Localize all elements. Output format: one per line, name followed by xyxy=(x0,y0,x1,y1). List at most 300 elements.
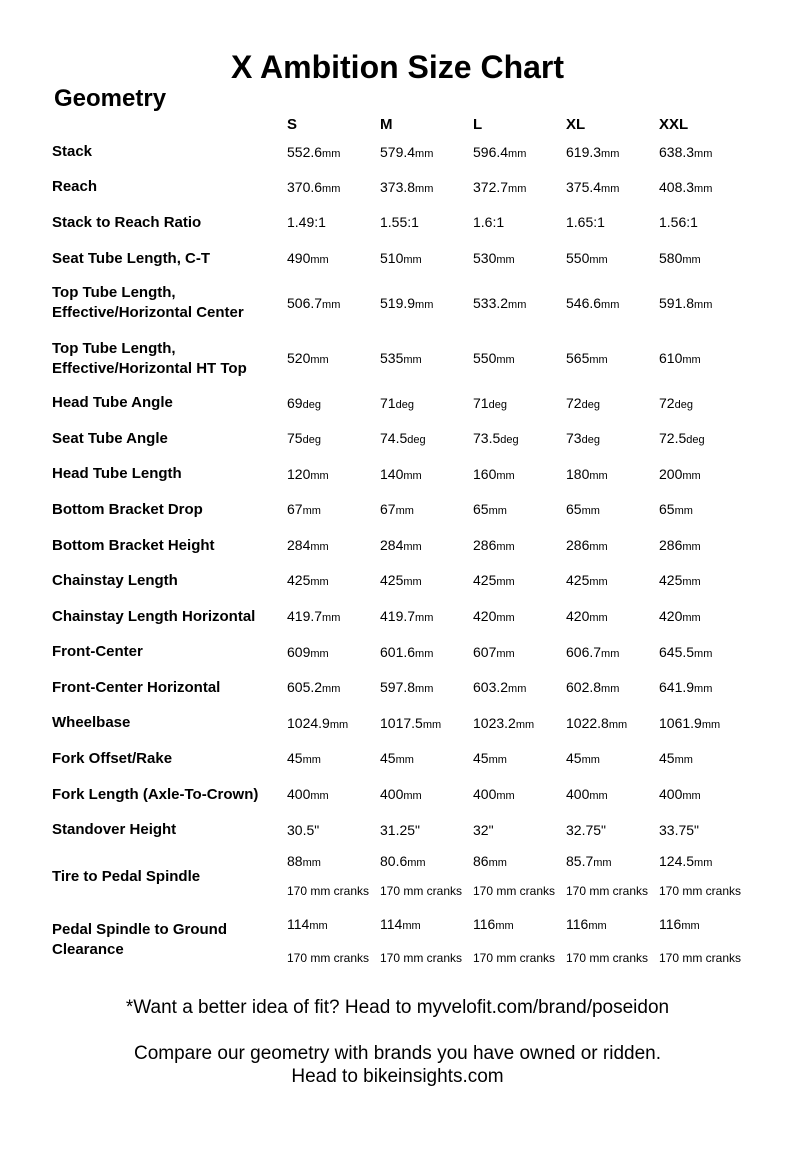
value-number: 284 xyxy=(380,537,404,553)
value-cell xyxy=(473,294,526,314)
value-number: 607 xyxy=(473,644,497,660)
value-unit: mm xyxy=(694,648,713,660)
value-number: 519.9 xyxy=(380,295,416,311)
value-number: 71 xyxy=(473,395,489,411)
value-unit: mm xyxy=(415,148,434,160)
value-cell xyxy=(473,500,507,520)
value-cell xyxy=(473,678,526,698)
value-cell xyxy=(659,536,701,556)
value-cell xyxy=(659,465,701,485)
value-unit: mm xyxy=(682,470,701,482)
value-unit: mm xyxy=(310,354,329,366)
value-number: 65 xyxy=(473,501,489,517)
value-unit: mm xyxy=(694,683,713,695)
value-cell xyxy=(659,500,693,520)
value-unit: mm xyxy=(415,648,434,660)
compare-line-2: Head to bikeinsights.com xyxy=(291,1066,504,1087)
value-unit: mm xyxy=(682,576,701,588)
value-unit: mm xyxy=(395,505,414,517)
crank-note: 170 mm cranks xyxy=(380,884,463,898)
value-cell xyxy=(380,500,414,520)
value-cell xyxy=(566,852,612,872)
value-cell xyxy=(473,213,504,233)
value-unit: mm xyxy=(496,354,515,366)
value-number: 506.7 xyxy=(287,295,323,311)
value-number: 641.9 xyxy=(659,679,695,695)
value-number: 284 xyxy=(287,537,311,553)
value-unit: mm xyxy=(496,254,515,266)
value-number: 69 xyxy=(287,395,303,411)
row-label: Stack xyxy=(52,143,93,160)
value-number: 88 xyxy=(287,853,303,869)
value-unit: mm xyxy=(601,183,620,195)
value-unit: mm xyxy=(674,754,693,766)
value-number: 550 xyxy=(566,250,590,266)
value-number: 67 xyxy=(380,501,396,517)
value-number: 73 xyxy=(566,430,582,446)
value-cell xyxy=(566,429,600,449)
value-cell xyxy=(380,571,422,591)
value-cell xyxy=(380,294,433,314)
value-unit: mm xyxy=(496,470,515,482)
value-unit: deg xyxy=(686,434,705,446)
value-number: 45 xyxy=(473,750,489,766)
value-cell xyxy=(287,915,328,935)
row-label: Front-Center xyxy=(52,643,143,660)
value-number: 30.5" xyxy=(287,822,320,838)
value-number: 73.5 xyxy=(473,430,501,446)
value-number: 373.8 xyxy=(380,179,416,195)
value-unit: mm xyxy=(403,254,422,266)
value-cell xyxy=(380,821,420,841)
row-label: Seat Tube Angle xyxy=(52,430,168,447)
value-cell xyxy=(380,429,426,449)
value-cell xyxy=(287,821,319,841)
value-unit: mm xyxy=(302,505,321,517)
value-number: 580 xyxy=(659,250,683,266)
value-number: 120 xyxy=(287,466,311,482)
size-header-l: L xyxy=(473,116,483,133)
row-label: Chainstay Length xyxy=(52,572,178,589)
value-number: 286 xyxy=(659,537,683,553)
value-unit: mm xyxy=(496,790,515,802)
crank-note: 170 mm cranks xyxy=(287,884,370,898)
value-unit: mm xyxy=(310,790,329,802)
value-number: 80.6 xyxy=(380,853,408,869)
value-cell xyxy=(380,785,422,805)
value-unit: mm xyxy=(403,470,422,482)
crank-note: 170 mm cranks xyxy=(566,951,649,965)
value-unit: mm xyxy=(694,183,713,195)
value-unit: mm xyxy=(508,148,527,160)
value-cell xyxy=(287,643,329,663)
value-cell xyxy=(287,571,329,591)
value-unit: mm xyxy=(495,920,514,932)
value-unit: mm xyxy=(322,299,341,311)
value-number: 1.6:1 xyxy=(473,214,505,230)
value-number: 72 xyxy=(566,395,582,411)
value-cell xyxy=(659,678,712,698)
value-unit: mm xyxy=(601,648,620,660)
value-unit: mm xyxy=(682,790,701,802)
value-unit: deg xyxy=(488,399,507,411)
crank-note: 170 mm cranks xyxy=(659,951,742,965)
value-number: 601.6 xyxy=(380,644,416,660)
value-number: 591.8 xyxy=(659,295,695,311)
value-cell xyxy=(566,643,619,663)
value-number: 372.7 xyxy=(473,179,509,195)
value-cell xyxy=(287,394,321,414)
value-unit: mm xyxy=(403,576,422,588)
row-label: Pedal Spindle to Ground Clearance xyxy=(52,921,228,958)
value-cell xyxy=(566,294,619,314)
value-number: 1.65:1 xyxy=(566,214,605,230)
value-cell xyxy=(659,249,701,269)
value-unit: mm xyxy=(310,254,329,266)
value-unit: mm xyxy=(302,857,321,869)
value-number: 420 xyxy=(566,608,590,624)
value-number: 74.5 xyxy=(380,430,408,446)
value-unit: mm xyxy=(403,790,422,802)
row-label: Front-Center Horizontal xyxy=(52,679,221,696)
value-cell xyxy=(287,852,321,872)
crank-note: 170 mm cranks xyxy=(380,951,463,965)
row-label: Top Tube Length, Effective/Horizontal HT Top xyxy=(52,340,247,377)
value-number: 400 xyxy=(566,786,590,802)
value-cell xyxy=(659,294,712,314)
value-number: 1.55:1 xyxy=(380,214,419,230)
value-cell xyxy=(287,536,329,556)
value-unit: mm xyxy=(415,612,434,624)
value-unit: mm xyxy=(589,470,608,482)
value-cell xyxy=(566,821,606,841)
value-number: 85.7 xyxy=(566,853,594,869)
value-cell xyxy=(380,249,422,269)
value-unit: mm xyxy=(682,541,701,553)
value-cell xyxy=(659,213,698,233)
value-number: 114 xyxy=(380,916,403,932)
value-number: 200 xyxy=(659,466,683,482)
value-cell xyxy=(659,178,712,198)
value-unit: mm xyxy=(682,612,701,624)
value-cell xyxy=(380,178,433,198)
value-unit: mm xyxy=(589,354,608,366)
value-unit: mm xyxy=(508,183,527,195)
value-unit: mm xyxy=(415,683,434,695)
value-number: 116 xyxy=(473,916,496,932)
value-number: 597.8 xyxy=(380,679,416,695)
value-number: 1017.5 xyxy=(380,715,423,731)
value-number: 605.2 xyxy=(287,679,323,695)
value-number: 520 xyxy=(287,350,311,366)
value-unit: mm xyxy=(694,148,713,160)
value-cell xyxy=(380,213,419,233)
value-cell xyxy=(380,915,421,935)
crank-note: 170 mm cranks xyxy=(473,951,556,965)
value-cell xyxy=(380,143,433,163)
value-number: 533.2 xyxy=(473,295,509,311)
value-number: 645.5 xyxy=(659,644,695,660)
value-unit: deg xyxy=(581,434,600,446)
value-number: 33.75" xyxy=(659,822,700,838)
value-cell xyxy=(473,571,515,591)
crank-note: 170 mm cranks xyxy=(473,884,556,898)
value-cell xyxy=(473,143,526,163)
value-unit: mm xyxy=(395,754,414,766)
value-cell xyxy=(287,249,329,269)
value-unit: mm xyxy=(508,299,527,311)
row-label: Reach xyxy=(52,178,98,195)
value-unit: mm xyxy=(601,148,620,160)
value-unit: mm xyxy=(496,648,515,660)
value-cell xyxy=(566,714,627,734)
value-number: 400 xyxy=(287,786,311,802)
value-unit: deg xyxy=(395,399,414,411)
value-number: 31.25" xyxy=(380,822,421,838)
value-number: 425 xyxy=(380,572,404,588)
value-number: 552.6 xyxy=(287,144,323,160)
value-cell xyxy=(659,571,701,591)
value-unit: mm xyxy=(310,576,329,588)
value-number: 602.8 xyxy=(566,679,602,695)
value-cell xyxy=(566,394,600,414)
value-unit: mm xyxy=(601,683,620,695)
value-number: 71 xyxy=(380,395,396,411)
value-cell xyxy=(659,607,701,627)
value-cell xyxy=(287,349,329,369)
value-cell xyxy=(566,249,608,269)
value-number: 425 xyxy=(566,572,590,588)
value-cell xyxy=(473,643,515,663)
value-number: 1024.9 xyxy=(287,715,330,731)
value-number: 370.6 xyxy=(287,179,323,195)
value-unit: mm xyxy=(508,683,527,695)
value-unit: mm xyxy=(322,612,341,624)
value-unit: mm xyxy=(581,505,600,517)
value-cell xyxy=(287,294,340,314)
value-number: 1022.8 xyxy=(566,715,609,731)
row-label: Seat Tube Length, C-T xyxy=(52,250,211,267)
value-unit: mm xyxy=(310,648,329,660)
value-number: 535 xyxy=(380,350,404,366)
value-number: 400 xyxy=(473,786,497,802)
value-number: 419.7 xyxy=(287,608,323,624)
value-number: 490 xyxy=(287,250,311,266)
row-label: Tire to Pedal Spindle xyxy=(52,868,201,885)
value-number: 45 xyxy=(380,750,396,766)
fit-note: *Want a better idea of fit? Head to myvelofit.com/brand/poseidon xyxy=(125,997,670,1018)
value-unit: mm xyxy=(329,719,349,731)
value-unit: mm xyxy=(593,857,612,869)
value-cell xyxy=(287,785,329,805)
value-unit: mm xyxy=(601,299,620,311)
value-number: 1.49:1 xyxy=(287,214,326,230)
value-cell xyxy=(659,349,701,369)
value-unit: mm xyxy=(403,354,422,366)
value-number: 114 xyxy=(287,916,310,932)
page-title: X Ambition Size Chart xyxy=(230,49,565,85)
value-cell xyxy=(566,143,619,163)
value-number: 603.2 xyxy=(473,679,509,695)
value-number: 609 xyxy=(287,644,311,660)
value-cell xyxy=(287,213,326,233)
value-cell xyxy=(473,915,514,935)
row-label: Stack to Reach Ratio xyxy=(52,214,202,231)
crank-note: 170 mm cranks xyxy=(287,951,370,965)
row-label: Bottom Bracket Drop xyxy=(52,501,203,518)
value-unit: mm xyxy=(488,754,507,766)
value-cell xyxy=(380,852,426,872)
value-number: 45 xyxy=(566,750,582,766)
value-number: 160 xyxy=(473,466,497,482)
value-cell xyxy=(566,349,608,369)
value-number: 400 xyxy=(659,786,683,802)
value-cell xyxy=(473,536,515,556)
value-number: 425 xyxy=(473,572,497,588)
value-number: 596.4 xyxy=(473,144,509,160)
value-number: 408.3 xyxy=(659,179,695,195)
value-cell xyxy=(566,178,619,198)
value-cell xyxy=(473,852,507,872)
value-unit: mm xyxy=(415,183,434,195)
size-header-xxl: XXL xyxy=(659,116,689,133)
value-number: 116 xyxy=(566,916,589,932)
value-cell xyxy=(473,821,494,841)
value-unit: mm xyxy=(407,857,426,869)
value-number: 638.3 xyxy=(659,144,695,160)
value-unit: mm xyxy=(496,541,515,553)
value-unit: mm xyxy=(422,719,442,731)
value-cell xyxy=(287,500,321,520)
value-cell xyxy=(380,394,414,414)
value-cell xyxy=(659,749,693,769)
value-cell xyxy=(566,571,608,591)
value-unit: mm xyxy=(496,576,515,588)
value-cell xyxy=(380,643,433,663)
value-cell xyxy=(659,429,705,449)
value-cell xyxy=(659,394,693,414)
value-cell xyxy=(566,678,619,698)
value-cell xyxy=(287,607,340,627)
value-cell xyxy=(566,749,600,769)
value-cell xyxy=(659,915,700,935)
value-cell xyxy=(287,465,329,485)
value-number: 32" xyxy=(473,822,494,838)
value-number: 1061.9 xyxy=(659,715,702,731)
value-unit: mm xyxy=(589,576,608,588)
value-cell xyxy=(566,915,607,935)
value-cell xyxy=(473,429,519,449)
value-cell xyxy=(473,607,515,627)
value-cell xyxy=(566,607,608,627)
value-cell xyxy=(380,714,441,734)
value-unit: mm xyxy=(581,754,600,766)
value-number: 510 xyxy=(380,250,404,266)
value-number: 32.75" xyxy=(566,822,607,838)
value-cell xyxy=(473,749,507,769)
value-cell xyxy=(380,349,422,369)
value-number: 180 xyxy=(566,466,590,482)
value-unit: mm xyxy=(589,254,608,266)
value-number: 140 xyxy=(380,466,404,482)
value-unit: mm xyxy=(589,541,608,553)
value-cell xyxy=(566,785,608,805)
value-number: 45 xyxy=(287,750,303,766)
value-cell xyxy=(473,349,515,369)
value-unit: mm xyxy=(694,299,713,311)
row-label: Chainstay Length Horizontal xyxy=(52,608,256,625)
value-unit: mm xyxy=(322,148,341,160)
value-number: 610 xyxy=(659,350,683,366)
value-cell xyxy=(287,749,321,769)
value-unit: mm xyxy=(322,683,341,695)
value-unit: mm xyxy=(310,470,329,482)
row-label: Standover Height xyxy=(52,821,177,838)
size-header-xl: XL xyxy=(566,116,586,133)
value-number: 65 xyxy=(659,501,675,517)
value-number: 72 xyxy=(659,395,675,411)
value-number: 606.7 xyxy=(566,644,602,660)
value-unit: deg xyxy=(302,434,321,446)
value-number: 1023.2 xyxy=(473,715,516,731)
value-unit: deg xyxy=(302,399,321,411)
value-number: 530 xyxy=(473,250,497,266)
value-unit: mm xyxy=(309,920,328,932)
value-number: 286 xyxy=(566,537,590,553)
value-number: 75 xyxy=(287,430,303,446)
value-unit: deg xyxy=(500,434,519,446)
value-number: 67 xyxy=(287,501,303,517)
value-unit: mm xyxy=(488,505,507,517)
value-cell xyxy=(287,678,340,698)
value-cell xyxy=(659,852,712,872)
value-unit: mm xyxy=(682,254,701,266)
value-unit: mm xyxy=(403,541,422,553)
value-number: 116 xyxy=(659,916,682,932)
value-number: 72.5 xyxy=(659,430,687,446)
value-cell xyxy=(473,394,507,414)
row-label: Head Tube Length xyxy=(52,465,182,482)
value-cell xyxy=(287,178,340,198)
value-number: 65 xyxy=(566,501,582,517)
value-unit: mm xyxy=(310,541,329,553)
value-cell xyxy=(287,714,348,734)
value-number: 419.7 xyxy=(380,608,416,624)
value-number: 1.56:1 xyxy=(659,214,698,230)
value-unit: mm xyxy=(589,612,608,624)
value-cell xyxy=(473,785,515,805)
value-cell xyxy=(659,643,712,663)
value-unit: mm xyxy=(488,857,507,869)
value-number: 86 xyxy=(473,853,489,869)
row-label: Top Tube Length, Effective/Horizontal Center xyxy=(52,284,244,321)
value-cell xyxy=(566,536,608,556)
value-unit: mm xyxy=(496,612,515,624)
value-cell xyxy=(659,714,720,734)
row-label: Fork Offset/Rake xyxy=(52,750,173,767)
value-unit: mm xyxy=(694,857,713,869)
crank-note: 170 mm cranks xyxy=(566,884,649,898)
crank-note: 170 mm cranks xyxy=(659,884,742,898)
value-number: 546.6 xyxy=(566,295,602,311)
value-unit: mm xyxy=(415,299,434,311)
value-cell xyxy=(473,249,515,269)
value-number: 619.3 xyxy=(566,144,602,160)
value-number: 400 xyxy=(380,786,404,802)
value-cell xyxy=(380,607,433,627)
value-number: 579.4 xyxy=(380,144,416,160)
value-unit: mm xyxy=(701,719,721,731)
